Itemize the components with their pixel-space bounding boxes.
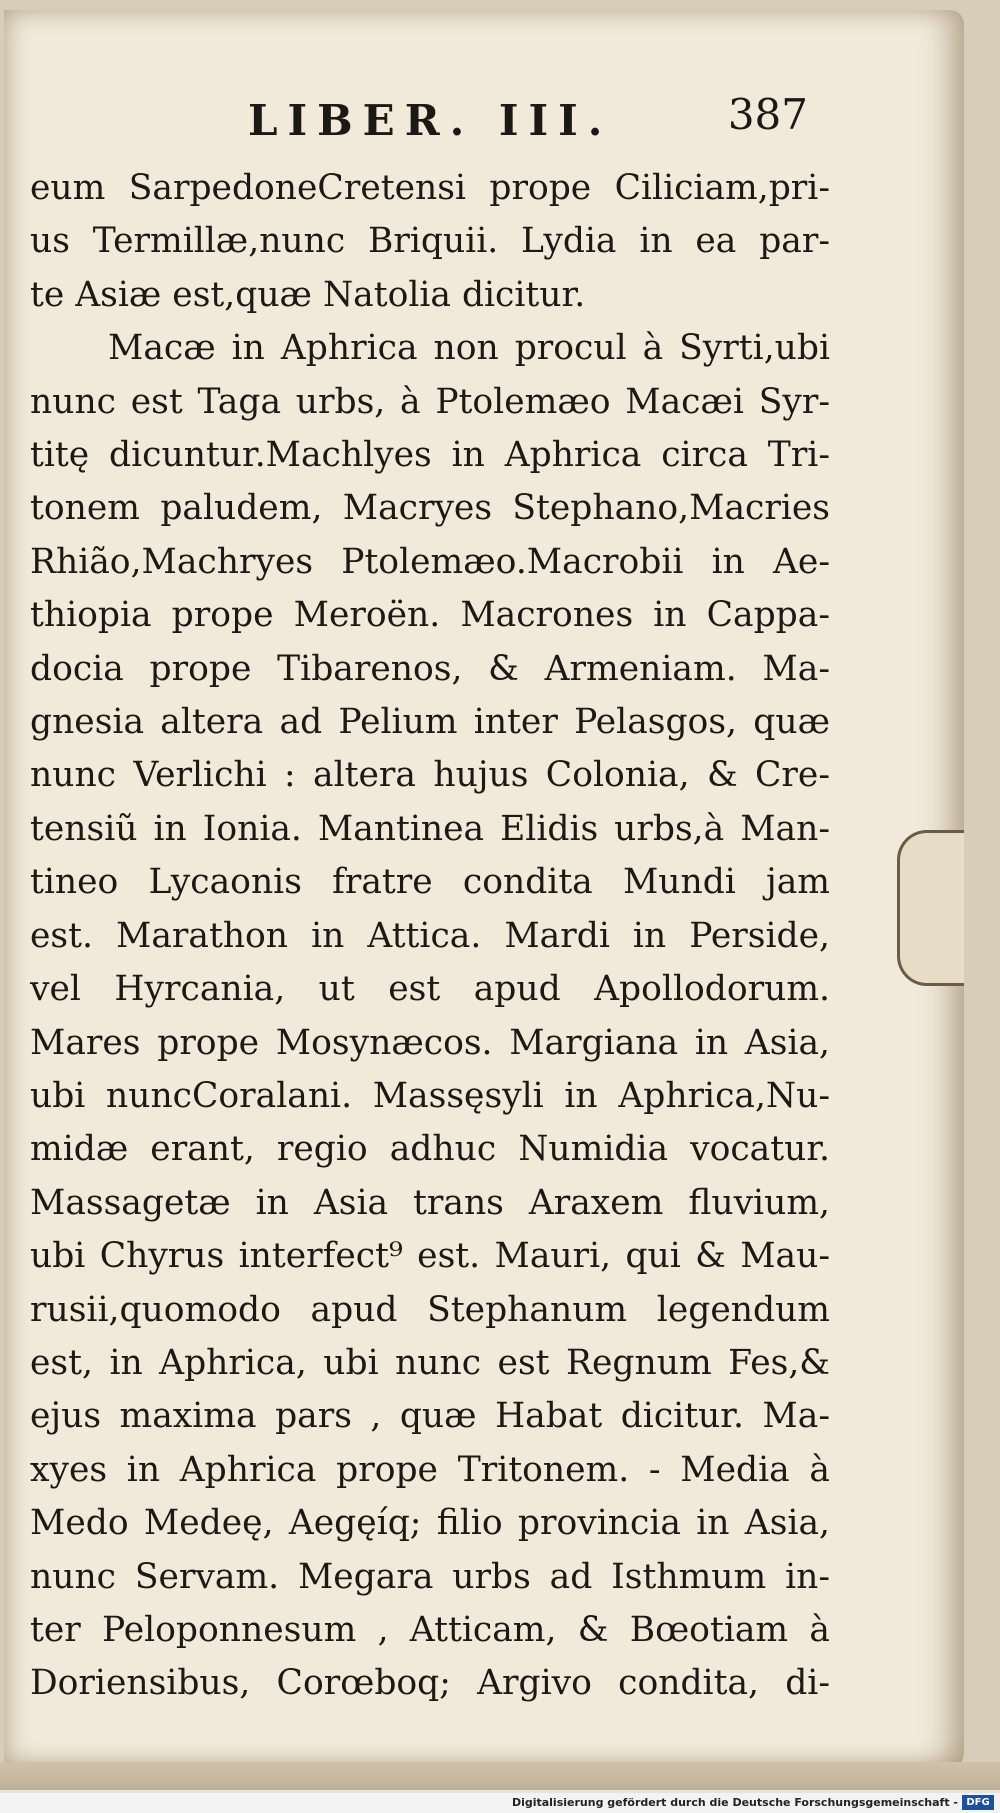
text-line: vel Hyrcania, ut est apud Apollodorum. [30, 969, 830, 1010]
text-line: Doriensibus, Corœboq; Argivo condita, di- [30, 1663, 830, 1704]
text-line: est, in Aphrica, ubi nunc est Regnum Fes,& [30, 1342, 830, 1383]
text-line: gnesia altera ad Pelium inter Pelasgos, quæ [30, 702, 830, 743]
running-head: LIBER. III. [248, 96, 613, 145]
book-bottom-edge [0, 1762, 1000, 1790]
text-line: ter Peloponnesum , Atticam, & Bœotiam à [30, 1609, 830, 1650]
text-line: ejus maxima pars , quæ Habat dicitur. Ma- [30, 1396, 830, 1437]
text-line: Macæ in Aphrica non procul à Syrti,ubi [108, 328, 830, 369]
dfg-logo: DFG [962, 1795, 994, 1810]
text-line: Medo Medeę, Aegęíq; filio provincia in Asia, [30, 1503, 830, 1544]
text-line: midæ erant, regio adhuc Numidia vocatur. [30, 1129, 830, 1170]
text-line: tonem paludem, Macryes Stephano,Macries [30, 488, 830, 529]
text-line: Massagetæ in Asia trans Araxem fluvium, [30, 1182, 830, 1223]
text-line: tineo Lycaonis fratre condita Mundi jam [30, 862, 830, 903]
text-line: xyes in Aphrica prope Tritonem. - Media à [30, 1449, 830, 1490]
page-header [248, 90, 808, 150]
text-line: rusii,quomodo apud Stephanum legendum [30, 1289, 830, 1330]
text-line: thiopia prope Meroën. Macrones in Cappa- [30, 595, 830, 636]
page-number: 387 [727, 90, 808, 139]
text-line: eum SarpedoneCretensi prope Ciliciam,pri- [30, 168, 830, 208]
text-line: est. Marathon in Attica. Mardi in Perside, [30, 915, 830, 956]
page-edge-tab [897, 830, 964, 986]
text-line: nunc est Taga urbs, à Ptolemæo Macæi Syr- [30, 381, 830, 422]
text-line: ubi nuncCoralani. Massęsyli in Aphrica,Nu- [30, 1075, 830, 1116]
text-line: Rhião,Machryes Ptolemæo.Macrobii in Ae- [30, 541, 830, 582]
text-line: titę dicuntur.Machlyes in Aphrica circa Tri- [30, 435, 830, 476]
body-text [30, 162, 830, 1711]
text-line: nunc Servam. Megara urbs ad Isthmum in- [30, 1556, 830, 1597]
text-line: tensiũ in Ionia. Mantinea Elidis urbs,à Man- [30, 808, 830, 849]
text-line: te Asiæ est,quæ Natolia dicitur. [30, 274, 586, 315]
text-line: Mares prope Mosynæcos. Margiana in Asia, [30, 1022, 830, 1063]
text-line: nunc Verlichi : altera hujus Colonia, & Cre- [30, 755, 830, 796]
text-line: docia prope Tibarenos, & Armeniam. Ma- [30, 648, 830, 689]
text-line: us Termillæ,nunc Briquii. Lydia in ea par- [30, 221, 830, 262]
text-line: ubi Chyrus interfect⁹ est. Mauri, qui & Mau- [30, 1236, 830, 1277]
footer-credit: Digitalisierung gefördert durch die Deutsche Forschungsgemeinschaft - [511, 1796, 958, 1809]
